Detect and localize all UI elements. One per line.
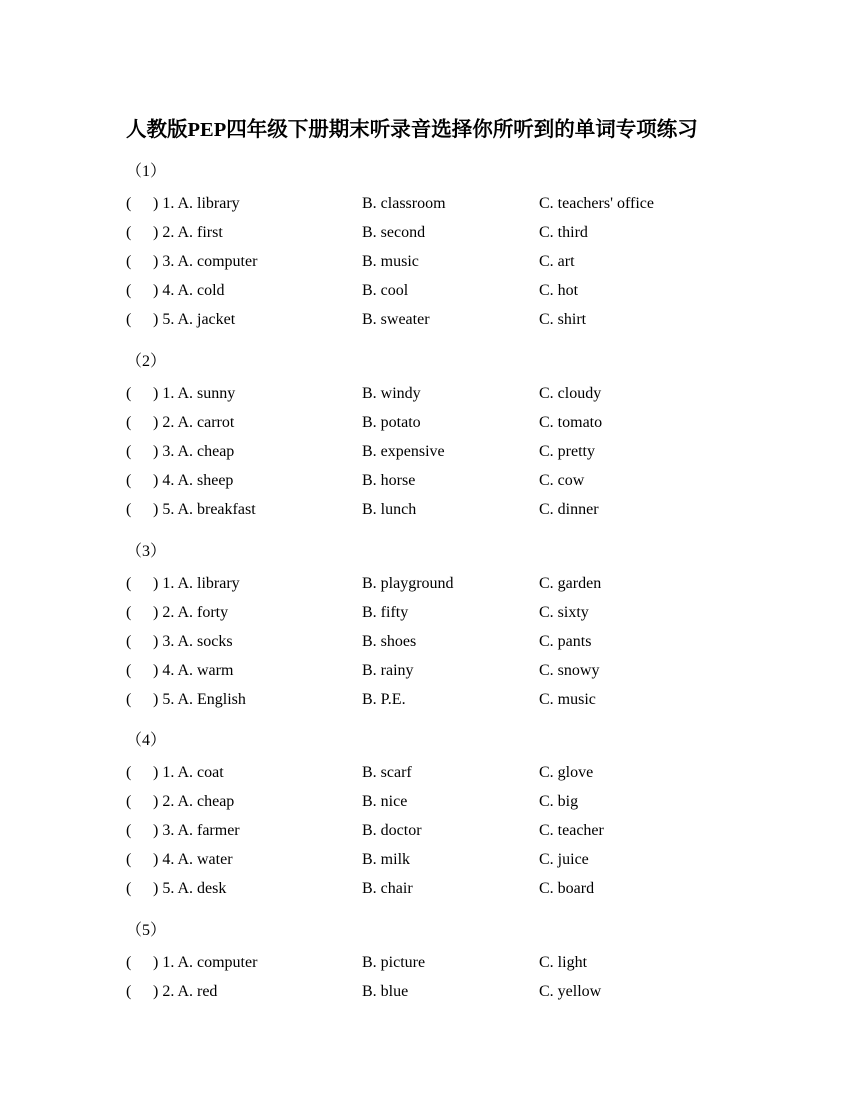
option-c: C. hot — [539, 282, 579, 299]
answer-paren: ( — [126, 633, 132, 650]
answer-paren: ( — [126, 253, 132, 270]
option-b: B. P.E. — [362, 691, 406, 708]
section-5 — [126, 920, 766, 1010]
option-c: C. tomato — [539, 414, 603, 431]
option-c: C. teacher — [539, 822, 604, 839]
option-b: B. chair — [362, 880, 413, 897]
option-c: C. juice — [539, 851, 589, 868]
option-b: B. picture — [362, 954, 426, 971]
section-1 — [126, 161, 766, 338]
option-a: ) 3. A. farmer — [153, 822, 240, 839]
question-row — [126, 660, 766, 689]
answer-paren: ( — [126, 575, 132, 592]
answer-paren: ( — [126, 385, 132, 402]
question-row — [126, 412, 766, 441]
answer-paren: ( — [126, 880, 132, 897]
option-a: ) 1. A. library — [153, 575, 240, 592]
option-b: B. playground — [362, 575, 454, 592]
option-c: C. pants — [539, 633, 592, 650]
question-row — [126, 470, 766, 499]
option-c: C. yellow — [539, 983, 602, 1000]
section-4 — [126, 730, 766, 907]
option-b: B. expensive — [362, 443, 445, 460]
option-b: B. classroom — [362, 195, 446, 212]
option-a: ) 2. A. red — [153, 983, 218, 1000]
option-c: C. light — [539, 954, 588, 971]
option-b: B. doctor — [362, 822, 422, 839]
section-label: （3） — [126, 543, 167, 560]
option-b: B. sweater — [362, 311, 430, 328]
option-c: C. music — [539, 691, 596, 708]
question-row — [126, 602, 766, 631]
option-a: ) 1. A. library — [153, 195, 240, 212]
question-row — [126, 820, 766, 849]
question-row — [126, 499, 766, 528]
option-a: ) 3. A. computer — [153, 253, 258, 270]
option-b: B. second — [362, 224, 426, 241]
option-b: B. horse — [362, 472, 416, 489]
option-a: ) 4. A. warm — [153, 662, 234, 679]
option-b: B. shoes — [362, 633, 417, 650]
section-3 — [126, 541, 766, 718]
answer-paren: ( — [126, 472, 132, 489]
option-c: C. cow — [539, 472, 585, 489]
section-label: （5） — [126, 922, 167, 939]
option-a: ) 2. A. cheap — [153, 793, 235, 810]
option-a: ) 5. A. desk — [153, 880, 227, 897]
option-b: B. cool — [362, 282, 409, 299]
option-a: ) 4. A. water — [153, 851, 233, 868]
option-c: C. dinner — [539, 501, 599, 518]
section-label: （4） — [126, 732, 167, 749]
answer-paren: ( — [126, 851, 132, 868]
option-c: C. glove — [539, 764, 594, 781]
answer-paren: ( — [126, 311, 132, 328]
option-b: B. lunch — [362, 501, 417, 518]
question-row — [126, 952, 766, 981]
option-b: B. nice — [362, 793, 408, 810]
question-row — [126, 280, 766, 309]
question-row — [126, 849, 766, 878]
option-a: ) 3. A. cheap — [153, 443, 235, 460]
option-c: C. sixty — [539, 604, 589, 621]
option-c: C. big — [539, 793, 579, 810]
question-row — [126, 631, 766, 660]
question-row — [126, 309, 766, 338]
option-c: C. board — [539, 880, 595, 897]
answer-paren: ( — [126, 662, 132, 679]
section-label: （2） — [126, 353, 167, 370]
option-c: C. art — [539, 253, 575, 270]
option-a: ) 4. A. sheep — [153, 472, 234, 489]
option-a: ) 2. A. carrot — [153, 414, 235, 431]
option-a: ) 1. A. sunny — [153, 385, 236, 402]
option-a: ) 3. A. socks — [153, 633, 233, 650]
question-row — [126, 878, 766, 907]
option-a: ) 1. A. computer — [153, 954, 258, 971]
option-c: C. shirt — [539, 311, 587, 328]
option-b: B. rainy — [362, 662, 414, 679]
option-c: C. garden — [539, 575, 602, 592]
option-a: ) 2. A. forty — [153, 604, 229, 621]
option-b: B. milk — [362, 851, 411, 868]
option-b: B. scarf — [362, 764, 412, 781]
option-c: C. third — [539, 224, 588, 241]
section-label: （1） — [126, 163, 167, 180]
answer-paren: ( — [126, 764, 132, 781]
option-c: C. pretty — [539, 443, 595, 460]
option-b: B. music — [362, 253, 419, 270]
option-a: ) 5. A. breakfast — [153, 501, 256, 518]
answer-paren: ( — [126, 443, 132, 460]
answer-paren: ( — [126, 954, 132, 971]
option-c: C. snowy — [539, 662, 600, 679]
question-row — [126, 193, 766, 222]
answer-paren: ( — [126, 224, 132, 241]
answer-paren: ( — [126, 282, 132, 299]
question-row — [126, 573, 766, 602]
section-2 — [126, 351, 766, 528]
option-b: B. windy — [362, 385, 421, 402]
answer-paren: ( — [126, 604, 132, 621]
option-c: C. teachers' office — [539, 195, 654, 212]
question-row — [126, 383, 766, 412]
question-row — [126, 222, 766, 251]
option-a: ) 5. A. English — [153, 691, 246, 708]
answer-paren: ( — [126, 983, 132, 1000]
answer-paren: ( — [126, 691, 132, 708]
answer-paren: ( — [126, 501, 132, 518]
option-a: ) 4. A. cold — [153, 282, 225, 299]
option-b: B. blue — [362, 983, 409, 1000]
answer-paren: ( — [126, 793, 132, 810]
answer-paren: ( — [126, 822, 132, 839]
question-row — [126, 791, 766, 820]
question-row — [126, 762, 766, 791]
question-row — [126, 441, 766, 470]
answer-paren: ( — [126, 414, 132, 431]
option-a: ) 2. A. first — [153, 224, 223, 241]
question-row — [126, 251, 766, 280]
question-row — [126, 981, 766, 1010]
option-a: ) 1. A. coat — [153, 764, 224, 781]
option-b: B. potato — [362, 414, 421, 431]
option-a: ) 5. A. jacket — [153, 311, 236, 328]
question-row — [126, 689, 766, 718]
page-title: 人教版PEP四年级下册期末听录音选择你所听到的单词专项练习 — [126, 119, 698, 141]
option-b: B. fifty — [362, 604, 409, 621]
answer-paren: ( — [126, 195, 132, 212]
option-c: C. cloudy — [539, 385, 602, 402]
